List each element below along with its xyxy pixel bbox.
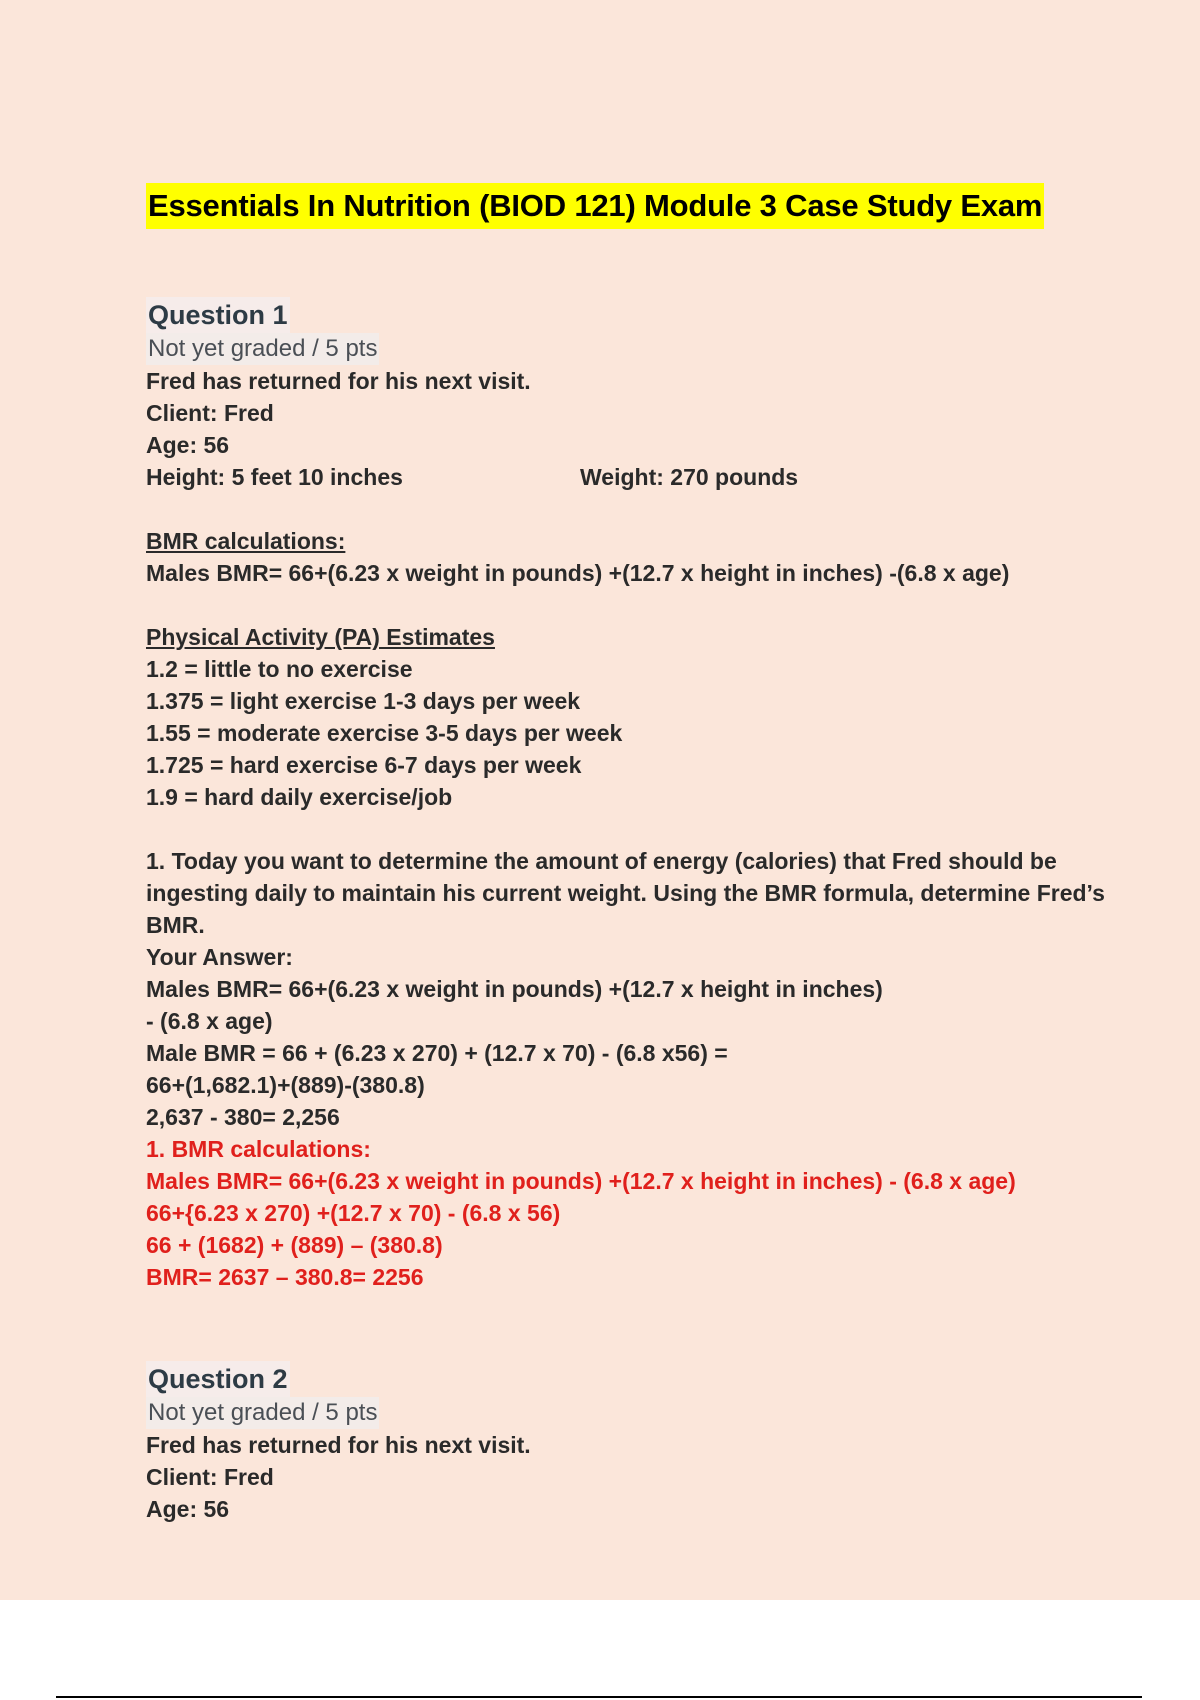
question-2-intro: Fred has returned for his next visit. (146, 1432, 531, 1458)
client-age: Age: 56 (146, 432, 230, 458)
pa-level: 1.55 = moderate exercise 3-5 days per week (146, 720, 623, 746)
pa-level: 1.2 = little to no exercise (146, 656, 413, 682)
question-1 (146, 297, 1106, 1293)
answer-key-line: 66 + (1682) + (889) – (380.8) (146, 1232, 443, 1258)
question-2-grade: Not yet graded / 5 pts (146, 1397, 379, 1429)
answer-key-line: 1. BMR calculations: (146, 1136, 371, 1162)
document-title (146, 183, 1106, 229)
bmr-formula: Males BMR= 66+(6.23 x weight in pounds) +(12.7 x height in inches) -(6.8 x age) (146, 560, 1010, 586)
pa-level: 1.725 = hard exercise 6-7 days per week (146, 752, 582, 778)
question-2-heading: Question 2 (146, 1361, 290, 1397)
answer-key-line: BMR= 2637 – 380.8= 2256 (146, 1264, 424, 1290)
question-1-heading: Question 1 (146, 297, 290, 333)
document-content (146, 183, 1106, 1525)
client-weight: Weight: 270 pounds (580, 464, 799, 490)
pa-level: 1.9 = hard daily exercise/job (146, 784, 453, 810)
question-1-prompt: 1. Today you want to determine the amount of energy (calories) that Fred should be ingesting daily to maintain his current weight. Using the BMR formula, determine Fred’s BMR. (146, 848, 1105, 938)
pa-level-list (146, 653, 1106, 813)
bmr-heading: BMR calculations: (146, 528, 346, 554)
title-text: Essentials In Nutrition (BIOD 121) Module 3 Case Study Exam (146, 183, 1044, 229)
answer-key-line: 66+{6.23 x 270) +(12.7 x 70) - (6.8 x 56) (146, 1200, 561, 1226)
page-divider (56, 1696, 1142, 1698)
height-weight-row (146, 461, 1106, 493)
answer-line: Males BMR= 66+(6.23 x weight in pounds) +(12.7 x height in inches) (146, 976, 883, 1002)
question-2 (146, 1361, 1106, 1525)
question-1-grade: Not yet graded / 5 pts (146, 333, 379, 365)
client-name: Client: Fred (146, 1464, 274, 1490)
client-age: Age: 56 (146, 1496, 230, 1522)
client-height: Height: 5 feet 10 inches (146, 464, 403, 490)
pa-level: 1.375 = light exercise 1-3 days per week (146, 688, 581, 714)
answer-line: 2,637 - 380= 2,256 (146, 1104, 340, 1130)
client-name: Client: Fred (146, 400, 274, 426)
question-1-intro: Fred has returned for his next visit. (146, 368, 531, 394)
answer-key (146, 1133, 1106, 1293)
student-answer (146, 973, 1106, 1133)
pa-heading: Physical Activity (PA) Estimates (146, 624, 495, 650)
answer-label: Your Answer: (146, 944, 293, 970)
answer-line: 66+(1,682.1)+(889)-(380.8) (146, 1072, 425, 1098)
answer-line: - (6.8 x age) (146, 1008, 273, 1034)
answer-key-line: Males BMR= 66+(6.23 x weight in pounds) +(12.7 x height in inches) - (6.8 x age) (146, 1168, 1016, 1194)
answer-line: Male BMR = 66 + (6.23 x 270) + (12.7 x 70) - (6.8 x56) = (146, 1040, 728, 1066)
